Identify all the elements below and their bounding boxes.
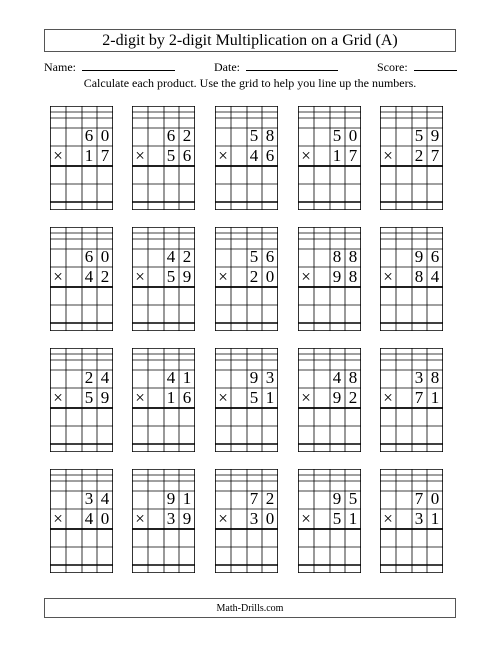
multiplier-ones-digit: 1 [265,388,275,407]
problem-9 [298,227,361,331]
multiplicand-tens-digit: 6 [84,247,94,266]
multiplicand-ones-digit: 4 [100,368,110,387]
multiplicand-tens-digit: 9 [332,489,342,508]
multiply-sign: × [383,146,393,165]
multiplier-ones-digit: 8 [348,267,358,286]
multiply-sign: × [383,509,393,528]
multiplier-tens-digit: 5 [84,388,94,407]
multiplier-tens-digit: 2 [249,267,259,286]
multiplicand-ones-digit: 2 [265,489,275,508]
multiplier-ones-digit: 7 [348,146,358,165]
multiplicand-tens-digit: 4 [166,247,176,266]
problem-19 [298,469,361,573]
worksheet-title-text: 2-digit by 2-digit Multiplication on a Grid (A) [102,31,398,49]
multiplier-tens-digit: 4 [249,146,259,165]
problem-11 [50,348,113,452]
problem-14 [298,348,361,452]
problem-15 [380,348,443,452]
multiplier-ones-digit: 0 [265,267,275,286]
multiply-sign: × [218,509,228,528]
multiply-sign: × [383,388,393,407]
multiplier-ones-digit: 0 [100,509,110,528]
multiply-sign: × [135,267,145,286]
multiply-sign: × [301,146,311,165]
multiplier-ones-digit: 1 [348,509,358,528]
multiplier-ones-digit: 6 [182,388,192,407]
multiply-sign: × [135,388,145,407]
multiplicand-ones-digit: 2 [182,247,192,266]
multiplier-ones-digit: 9 [182,509,192,528]
multiplier-tens-digit: 1 [166,388,176,407]
multiplier-ones-digit: 2 [100,267,110,286]
multiplicand-tens-digit: 9 [166,489,176,508]
multiplier-ones-digit: 9 [100,388,110,407]
problem-5 [380,106,443,210]
problem-20 [380,469,443,573]
multiplier-tens-digit: 2 [414,146,424,165]
multiplier-ones-digit: 2 [348,388,358,407]
multiplicand-ones-digit: 8 [348,247,358,266]
multiplicand-tens-digit: 5 [332,126,342,145]
multiply-sign: × [53,267,63,286]
multiplicand-tens-digit: 9 [249,368,259,387]
multiply-sign: × [135,509,145,528]
multiply-sign: × [53,509,63,528]
multiplicand-ones-digit: 6 [430,247,440,266]
multiplicand-ones-digit: 3 [265,368,275,387]
multiplier-tens-digit: 4 [84,267,94,286]
multiplier-tens-digit: 8 [414,267,424,286]
multiplicand-ones-digit: 6 [265,247,275,266]
date-label: Date: [214,60,240,74]
multiplicand-tens-digit: 6 [166,126,176,145]
footer [44,598,456,618]
multiplier-tens-digit: 3 [414,509,424,528]
multiplier-tens-digit: 7 [414,388,424,407]
problem-10 [380,227,443,331]
problem-1 [50,106,113,210]
instructions: Calculate each product. Use the grid to help you line up the numbers. [83,76,417,90]
multiplier-tens-digit: 9 [332,267,342,286]
multiplicand-ones-digit: 0 [348,126,358,145]
multiplicand-tens-digit: 9 [414,247,424,266]
problem-2 [132,106,195,210]
multiplicand-tens-digit: 4 [332,368,342,387]
multiplicand-tens-digit: 2 [84,368,94,387]
problem-4 [298,106,361,210]
multiplicand-ones-digit: 8 [265,126,275,145]
multiplicand-tens-digit: 7 [249,489,259,508]
multiplicand-tens-digit: 5 [249,126,259,145]
multiplicand-tens-digit: 8 [332,247,342,266]
problem-7 [132,227,195,331]
multiply-sign: × [218,267,228,286]
multiplicand-tens-digit: 5 [249,247,259,266]
multiplier-tens-digit: 5 [166,267,176,286]
problem-16 [50,469,113,573]
multiply-sign: × [301,388,311,407]
multiplier-tens-digit: 1 [84,146,94,165]
multiply-sign: × [135,146,145,165]
multiplier-tens-digit: 3 [249,509,259,528]
multiplier-ones-digit: 1 [430,509,440,528]
multiplier-ones-digit: 0 [265,509,275,528]
problem-18 [215,469,278,573]
multiplicand-ones-digit: 8 [348,368,358,387]
multiplier-ones-digit: 7 [100,146,110,165]
multiplicand-tens-digit: 4 [166,368,176,387]
multiplier-ones-digit: 9 [182,267,192,286]
multiply-sign: × [53,146,63,165]
multiplicand-ones-digit: 9 [430,126,440,145]
multiplicand-tens-digit: 3 [414,368,424,387]
multiply-sign: × [301,267,311,286]
problem-13 [215,348,278,452]
multiplicand-ones-digit: 5 [348,489,358,508]
name-label: Name: [44,60,76,74]
multiplier-tens-digit: 3 [166,509,176,528]
multiply-sign: × [218,146,228,165]
multiplier-tens-digit: 9 [332,388,342,407]
multiplicand-tens-digit: 5 [414,126,424,145]
multiplier-ones-digit: 7 [430,146,440,165]
multiplier-tens-digit: 1 [332,146,342,165]
score-label: Score: [377,60,408,74]
multiplicand-ones-digit: 0 [100,126,110,145]
multiplier-tens-digit: 5 [332,509,342,528]
multiplier-ones-digit: 6 [265,146,275,165]
multiplicand-ones-digit: 1 [182,368,192,387]
footer-text: Math-Drills.com [216,602,284,614]
multiplicand-ones-digit: 0 [100,247,110,266]
multiplicand-ones-digit: 2 [182,126,192,145]
problem-6 [50,227,113,331]
multiplicand-ones-digit: 8 [430,368,440,387]
multiplicand-ones-digit: 4 [100,489,110,508]
multiplier-tens-digit: 4 [84,509,94,528]
multiply-sign: × [53,388,63,407]
multiplicand-ones-digit: 0 [430,489,440,508]
multiply-sign: × [301,509,311,528]
multiplier-tens-digit: 5 [249,388,259,407]
problem-17 [132,469,195,573]
multiplicand-tens-digit: 7 [414,489,424,508]
multiplicand-tens-digit: 6 [84,126,94,145]
problem-8 [215,227,278,331]
multiplier-ones-digit: 4 [430,267,440,286]
multiplicand-ones-digit: 1 [182,489,192,508]
multiplicand-tens-digit: 3 [84,489,94,508]
multiplier-ones-digit: 1 [430,388,440,407]
problem-3 [215,106,278,210]
multiply-sign: × [218,388,228,407]
multiplier-tens-digit: 5 [166,146,176,165]
problem-12 [132,348,195,452]
multiply-sign: × [383,267,393,286]
multiplier-ones-digit: 6 [182,146,192,165]
